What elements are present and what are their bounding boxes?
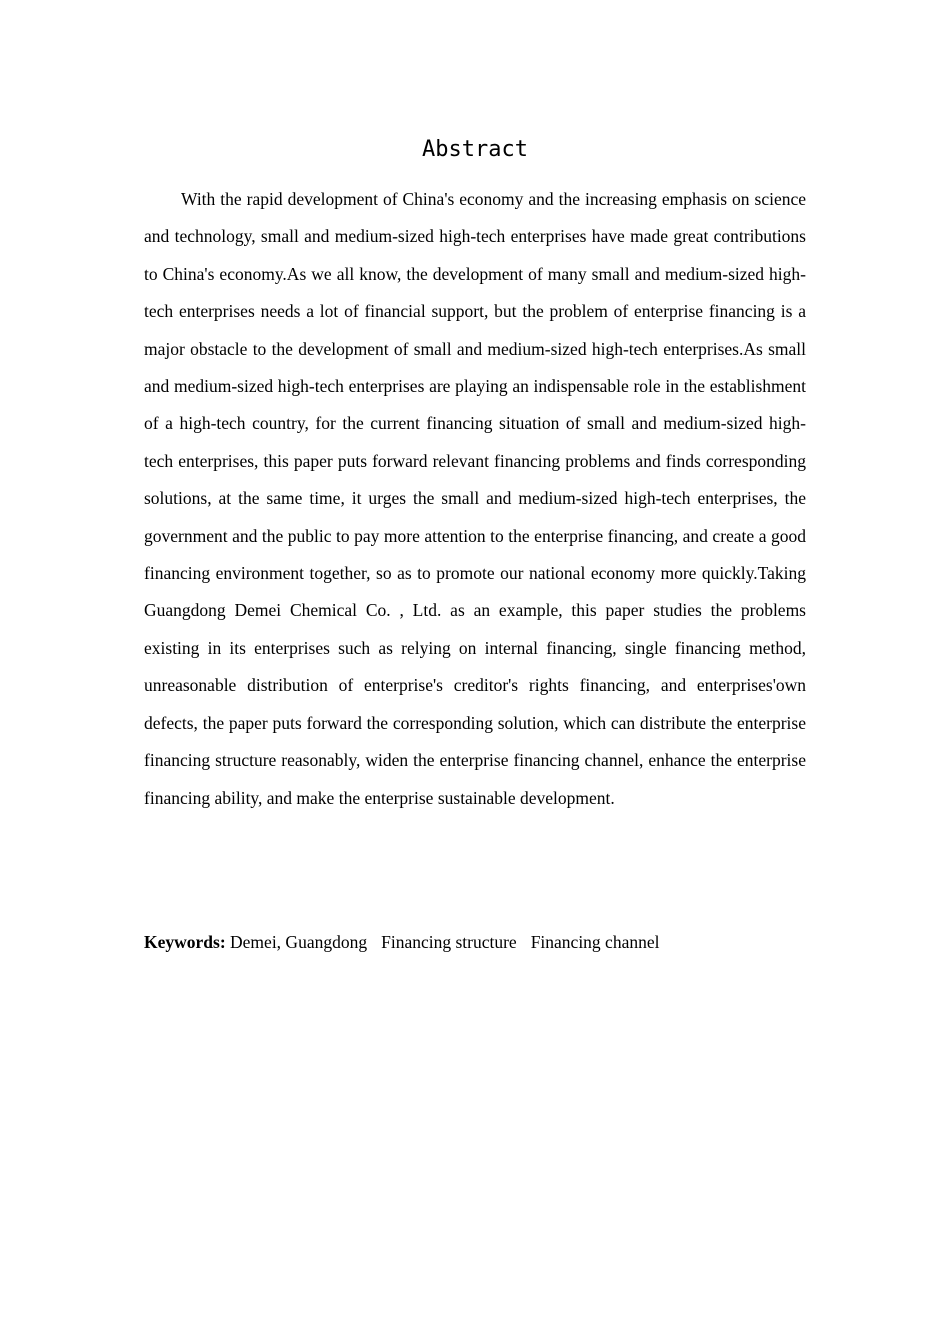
keyword-item: Financing channel (530, 932, 660, 952)
keyword-item: Demei, Guangdong (230, 932, 368, 952)
keywords-line (144, 925, 806, 959)
abstract-title: Abstract (422, 137, 528, 162)
abstract-body: With the rapid development of China's economy and the increasing emphasis on science and technology, small and medium-sized high-tech enterprises have made great contributions to China's economy.As we all know, the development of many small and medium-sized high-tech enterprises needs a lot of financial support, but the problem of enterprise financing is a major obstacle to the development of small and medium-sized high-tech enterprises.As small and medium-sized high-tech enterprises are playing an indispensable role in the establishment of a high-tech country, for the current financing situation of small and medium-sized high-tech enterprises, this paper puts forward relevant financing problems and finds corresponding solutions, at the same time, it urges the small and medium-sized high-tech enterprises, the government and the public to pay more attention to the enterprise financing, and create a good financing environment together, so as to promote our national economy more quickly.Taking Guangdong Demei Chemical Co. , Ltd. as an example, this paper studies the problems existing in its enterprises such as relying on internal financing, single financing method, unreasonable distribution of enterprise's creditor's rights financing, and enterprises'own defects, the paper puts forward the corresponding solution, which can distribute the enterprise financing structure reasonably, widen the enterprise financing channel, enhance the enterprise financing ability, and make the enterprise sustainable development. (144, 189, 806, 808)
keywords-label: Keywords: (144, 932, 226, 952)
keyword-item: Financing structure (381, 932, 517, 952)
